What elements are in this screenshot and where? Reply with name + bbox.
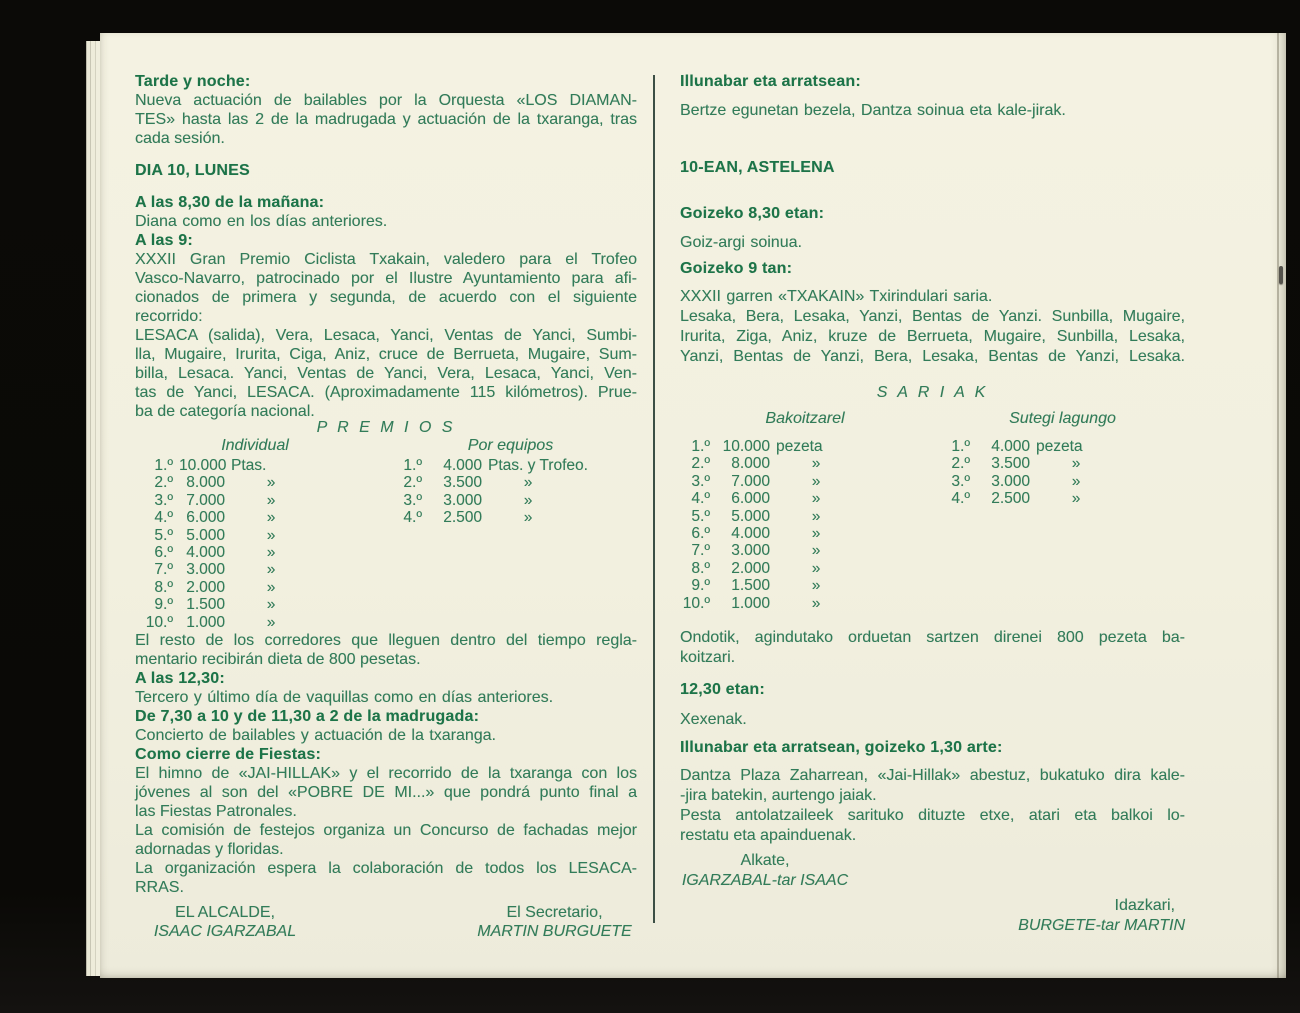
prize-row: 1.º 10.000 pezeta [691, 438, 823, 455]
signature-title: Alkate, [740, 851, 790, 869]
section-heading-noon: A las 12,30: [135, 669, 225, 687]
text-xexenak: Xexenak. [680, 710, 747, 728]
prize-row: 4.º 6.000 » [691, 490, 821, 508]
prize-row: 10.º 1.000 » [145, 613, 276, 631]
paragraph-route: Lesaka, Bera, Lesaka, Yanzi, Bentas de Yanzi. Sunbilla, Mugaire, Irurita, Ziga, Aniz, kruze de Berrueta, Mugaire, Sunbilla, Lesaka, Yanzi, Bentas de Yanzi, Bera, Lesaka, Bentas de Yanzi, Lesaka. [680, 308, 1185, 365]
prize-row: 2.º 8.000 » [691, 455, 821, 473]
prize-row: 4.º 2.500 » [951, 490, 1081, 508]
prize-row: 2.º 8.000 » [154, 474, 276, 492]
sariak-title: S A R I A K [876, 384, 989, 401]
text-evening: Concierto de bailables y actuación de la txaranga. [135, 726, 496, 744]
text-goizargi: Goiz-argi soinua. [680, 234, 802, 251]
paragraph-race: XXXII Gran Premio Ciclista Txakain, valedero para el Trofeo Vasco-Navarro, patrocinado por el Ilustre Ayuntamiento para afi- cionados de primera y segunda, de acuerdo con el siguiente recorrido: [135, 251, 637, 325]
signature-name: IGARZABAL-tar ISAAC [681, 871, 849, 889]
prize-row: 9.º 1.500 » [691, 577, 821, 595]
section-heading-illunabar: Illunabar eta arratsean: [680, 73, 861, 90]
signature-alkate [680, 851, 850, 891]
section-heading-1230: 12,30 etan: [680, 680, 765, 698]
prize-row: 6.º 4.000 » [691, 524, 821, 542]
prize-row: 4.º 2.500 » [403, 509, 533, 527]
sariak-column-headers [680, 410, 1185, 428]
prize-row: 3.º 3.000 » [403, 491, 533, 509]
paragraph-contest: La comisión de festejos organiza un Concurso de fachadas mejor adornadas y floridas. [135, 821, 637, 858]
premios-header-equipos: Por equipos [467, 437, 554, 454]
prize-row: 10.º 1.000 » [682, 594, 821, 612]
signature-title: EL ALCALDE, [175, 903, 275, 921]
paragraph-closing: El himno de «JAI-HILLAK» y el recorrido de la txaranga con los jóvenes al son del «POBRE DE MI...» que pondrá punto final a las Fiestas Patronales. [135, 764, 637, 820]
premios-equipos-rows [384, 457, 588, 527]
prize-row: 2.º 3.500 » [403, 474, 533, 492]
signature-name: ISAAC IGARZABAL [153, 922, 297, 940]
sariak-sutegi-column [940, 438, 1116, 612]
text-illunabar: Bertze egunetan bezela, Dantza soinua eta kale-jirak. [680, 102, 1066, 119]
text-morning: Diana como en los días anteriores. [135, 213, 388, 230]
prize-row: 1.º 4.000 Ptas. y Trofeo. [403, 457, 588, 474]
prize-row: 3.º 3.000 » [951, 472, 1081, 490]
text-race-intro: XXXII garren «TXAKAIN» Txirindulari saria. [680, 288, 993, 305]
paragraph-route: LESACA (salida), Vera, Lesaca, Yanci, Ventas de Yanci, Sumbi- lla, Mugaire, Irurita, Ciga, Aniz, cruce de Berrueta, Mugaire, Sum- billa, Lesaca. Yanci, Ventas de Yanci, Vera, Lesaca, Yanci, Ven- tas de Yanci, LESACA. (Aproximadamente 115 kilómetros). Prue- ba de categoría nacional. [135, 327, 637, 420]
section-heading-goizeko830: Goizeko 8,30 etan: [680, 205, 825, 222]
page-fold-edge [1277, 33, 1279, 978]
premios-title: P R E M I O S [316, 419, 456, 436]
prize-row: 5.º 5.000 » [691, 507, 821, 525]
prize-row: 3.º 7.000 » [154, 491, 276, 509]
prize-row: 8.º 2.000 » [154, 578, 276, 596]
prize-row: 5.º 5.000 » [154, 526, 276, 544]
prize-row: 2.º 3.500 » [951, 455, 1081, 473]
signature-title: Idazkari, [1114, 896, 1175, 914]
right-page [680, 33, 1185, 936]
sariak-sutegi-rows [940, 438, 1116, 508]
day-heading: 10-EAN, ASTELENA [680, 159, 835, 176]
sariak-bakoitzarel-rows [680, 438, 930, 612]
day-heading: DIA 10, LUNES [135, 162, 250, 179]
premios-table [135, 457, 637, 631]
signature-name: MARTIN BURGUETE [477, 922, 632, 940]
section-heading-goizeko9: Goizeko 9 tan: [680, 260, 793, 277]
center-divider-line [653, 75, 655, 923]
signatures [135, 903, 637, 941]
prize-row: 4.º 6.000 » [154, 509, 276, 527]
premios-header-individual: Individual [221, 437, 289, 454]
premios-column-headers [135, 437, 637, 455]
paragraph-pesta: Pesta antolatzaileek sarituko dituzte etxe, atari eta balkoi lo- restatu eta apainduenak. [680, 806, 1185, 844]
paragraph-ondotik: Ondotik, agindutako orduetan sartzen direnei 800 pezeta ba- koitzari. [680, 628, 1185, 666]
signature-title: El Secretario, [506, 903, 603, 921]
text-noon: Tercero y último día de vaquillas como en días anteriores. [135, 688, 554, 706]
section-heading-nine: A las 9: [135, 232, 193, 249]
section-heading-morning: A las 8,30 de la mañana: [135, 194, 325, 211]
prize-row: 9.º 1.500 » [154, 596, 276, 614]
prize-row: 6.º 4.000 » [154, 543, 276, 561]
section-heading-evening: De 7,30 a 10 y de 11,30 a 2 de la madrugada: [135, 707, 480, 725]
premios-individual-rows [135, 457, 375, 631]
signature-secretario [472, 903, 637, 941]
paragraph-dantza: Dantza Plaza Zaharrean, «Jai-Hillak» abestuz, bukatuko dira kale- -jira batekin, aurtengo jaiak. [680, 766, 1185, 804]
paragraph-tarde: Nueva actuación de bailables por la Orquesta «LOS DIAMAN- TES» hasta las 2 de la madrugada y actuación de la txaranga, tras cada sesión. [135, 92, 637, 147]
sariak-table [680, 438, 1185, 612]
section-heading-tarde: Tarde y noche: [135, 73, 251, 90]
booklet-spread [100, 33, 1286, 978]
prize-row: 1.º 10.000 Ptas. [154, 457, 267, 474]
prize-row: 7.º 3.000 » [154, 561, 276, 579]
left-page [135, 33, 637, 941]
prize-row: 1.º 4.000 pezeta [951, 438, 1083, 455]
section-heading-night: Illunabar eta arratsean, goizeko 1,30 arte: [680, 738, 1003, 756]
premios-equipos-column [384, 457, 588, 631]
signature-name: BURGETE-tar MARTIN [1018, 916, 1185, 934]
sariak-header-bakoitzarel: Bakoitzarel [765, 410, 845, 427]
premios-individual-column [135, 457, 375, 631]
sariak-header-sutegi: Sutegi lagungo [1009, 410, 1116, 427]
prize-row: 8.º 2.000 » [691, 559, 821, 577]
paragraph-rest: El resto de los corredores que lleguen dentro del tiempo regla- mentario recibirán dieta de 800 pesetas. [135, 631, 637, 668]
prize-row: 3.º 7.000 » [691, 472, 821, 490]
section-heading-closing: Como cierre de Fiestas: [135, 745, 321, 763]
staple [1279, 266, 1283, 284]
signature-alcalde [135, 903, 315, 941]
prize-row: 7.º 3.000 » [691, 542, 821, 560]
signature-idazkari [995, 896, 1185, 936]
sariak-bakoitzarel-column [680, 438, 930, 612]
paragraph-collaboration: La organización espera la colaboración de todos los LESACA- RRAS. [135, 859, 637, 896]
